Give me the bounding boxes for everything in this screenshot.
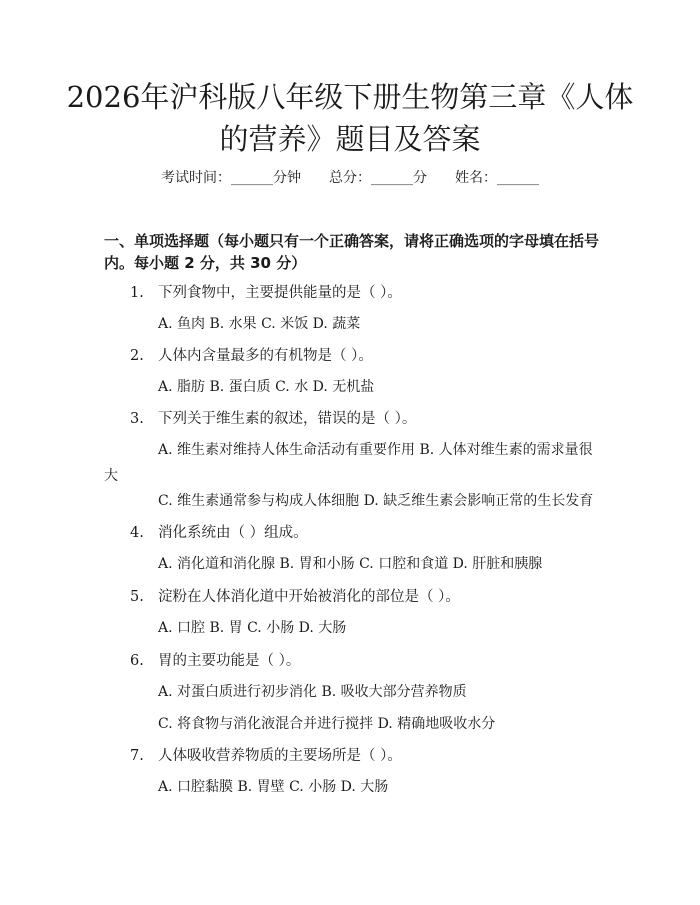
question-7 bbox=[130, 746, 402, 766]
question-6 bbox=[130, 651, 300, 671]
question-3-option-line-2: C. 维生素通常参与构成人体细胞 D. 缺乏维生素会影响正常的生长发育 bbox=[158, 493, 594, 509]
question-number: 5. bbox=[130, 589, 144, 605]
question-text: 淀粉在人体消化道中开始被消化的部位是（ ）。 bbox=[158, 589, 460, 605]
section-header: 一、单项选择题（每小题只有一个正确答案，请将正确选项的字母填在括号内。每小题 2 分，共 30 分） bbox=[104, 232, 600, 272]
question-text: 胃的主要功能是（ ）。 bbox=[158, 653, 301, 669]
question-text: 人体吸收营养物质的主要场所是（ ）。 bbox=[158, 748, 402, 764]
question-number: 3. bbox=[130, 411, 144, 427]
question-3 bbox=[130, 409, 416, 429]
question-7-options: A. 口腔黏膜 B. 胃壁 C. 小肠 D. 大肠 bbox=[158, 779, 389, 795]
question-1 bbox=[130, 283, 402, 303]
question-text: 人体内含量最多的有机物是（ ）。 bbox=[158, 348, 373, 364]
question-text: 下列关于维生素的叙述，错误的是（ ）。 bbox=[158, 411, 417, 427]
question-5 bbox=[130, 587, 460, 607]
question-number: 4. bbox=[130, 525, 144, 541]
question-text: 消化系统由（ ）组成。 bbox=[158, 525, 308, 541]
question-number: 6. bbox=[130, 653, 144, 669]
question-5-options: A. 口腔 B. 胃 C. 小肠 D. 大肠 bbox=[158, 620, 347, 636]
question-6-option-line-1: A. 对蛋白质进行初步消化 B. 吸收大部分营养物质 bbox=[158, 684, 467, 700]
question-6-option-line-2: C. 将食物与消化液混合并进行搅拌 D. 精确地吸收水分 bbox=[158, 716, 496, 732]
exam-info-line: 考试时间：______分钟 总分：______分 姓名：______ bbox=[161, 170, 539, 186]
question-1-options: A. 鱼肉 B. 水果 C. 米饭 D. 蔬菜 bbox=[158, 316, 361, 332]
question-3-option-line-1: A. 维生素对维持人体生命活动有重要作用 B. 人体对维生素的需求量很大 bbox=[104, 442, 593, 484]
question-2 bbox=[130, 346, 373, 366]
question-number: 1. bbox=[130, 285, 144, 301]
question-text: 下列食物中，主要提供能量的是（ ）。 bbox=[158, 285, 402, 301]
document-title: 2026年沪科版八年级下册生物第三章《人体的营养》题目及答案 bbox=[66, 80, 634, 156]
question-2-options: A. 脂肪 B. 蛋白质 C. 水 D. 无机盐 bbox=[158, 379, 375, 395]
question-number: 2. bbox=[130, 348, 144, 364]
question-number: 7. bbox=[130, 748, 144, 764]
question-4 bbox=[130, 523, 308, 543]
question-4-options: A. 消化道和消化腺 B. 胃和小肠 C. 口腔和食道 D. 肝脏和胰腺 bbox=[158, 556, 543, 572]
